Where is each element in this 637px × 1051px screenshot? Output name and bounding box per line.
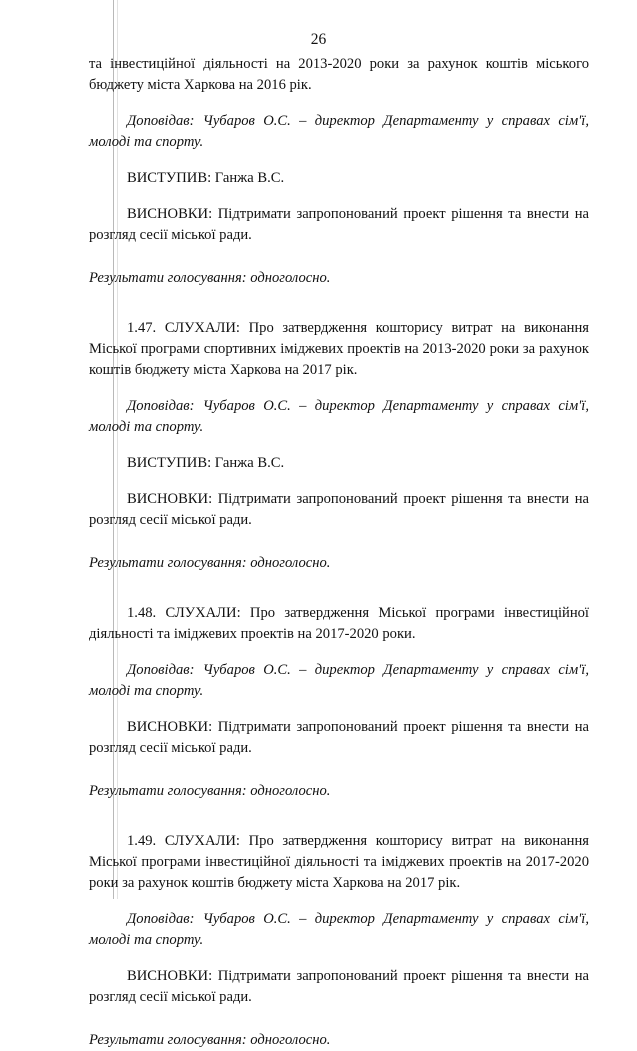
page-number: 26	[310, 31, 327, 48]
item-149-heard: 1.49. СЛУХАЛИ: Про затвердження кошторису витрат на виконання Міської програми інвестиційної діяльності та іміджевих проектів на 2017-2020 роки за рахунок коштів бюджету міста Харкова на 2017 рік.	[89, 833, 589, 891]
item-146-speaker: ВИСТУПИВ: Ганжа В.С.	[127, 170, 285, 186]
item-148-heard: 1.48. СЛУХАЛИ: Про затвердження Міської програми інвестиційної діяльності та іміджевих проектів на 2017-2020 роки.	[89, 605, 589, 642]
item-146-vote-result: Результати голосування: одноголосно.	[89, 270, 331, 286]
item-148-reporter: Доповідав: Чубаров О.С. – директор Департаменту у справах сім'ї, молоді та спорту.	[89, 662, 589, 699]
item-147-heard: 1.47. СЛУХАЛИ: Про затвердження кошторису витрат на виконання Міської програми спортивних іміджевих проектів на 2013-2020 роки за рахунок коштів бюджету міста Харкова на 2017 рік.	[89, 320, 589, 378]
item-147-speaker: ВИСТУПИВ: Ганжа В.С.	[127, 455, 285, 471]
item-147-reporter: Доповідав: Чубаров О.С. – директор Департаменту у справах сім'ї, молоді та спорту.	[89, 398, 589, 435]
item-149-vote-result: Результати голосування: одноголосно.	[89, 1032, 331, 1048]
item-146-reporter: Доповідав: Чубаров О.С. – директор Департаменту у справах сім'ї, молоді та спорту.	[89, 113, 589, 150]
item-146-conclusion: ВИСНОВКИ: Підтримати запропонований проект рішення та внести на розгляд сесії міської ради.	[89, 206, 589, 243]
intro-continuation-paragraph: та інвестиційної діяльності на 2013-2020 роки за рахунок коштів міського бюджету міста Харкова на 2016 рік.	[89, 56, 589, 93]
document-body	[89, 54, 589, 1051]
item-148-conclusion: ВИСНОВКИ: Підтримати запропонований проект рішення та внести на розгляд сесії міської ради.	[89, 719, 589, 756]
item-148-vote-result: Результати голосування: одноголосно.	[89, 783, 331, 799]
item-149-reporter: Доповідав: Чубаров О.С. – директор Департаменту у справах сім'ї, молоді та спорту.	[89, 911, 589, 948]
item-147-conclusion: ВИСНОВКИ: Підтримати запропонований проект рішення та внести на розгляд сесії міської ради.	[89, 491, 589, 528]
item-149-conclusion: ВИСНОВКИ: Підтримати запропонований проект рішення та внести на розгляд сесії міської ради.	[89, 968, 589, 1005]
item-147-vote-result: Результати голосування: одноголосно.	[89, 555, 331, 571]
